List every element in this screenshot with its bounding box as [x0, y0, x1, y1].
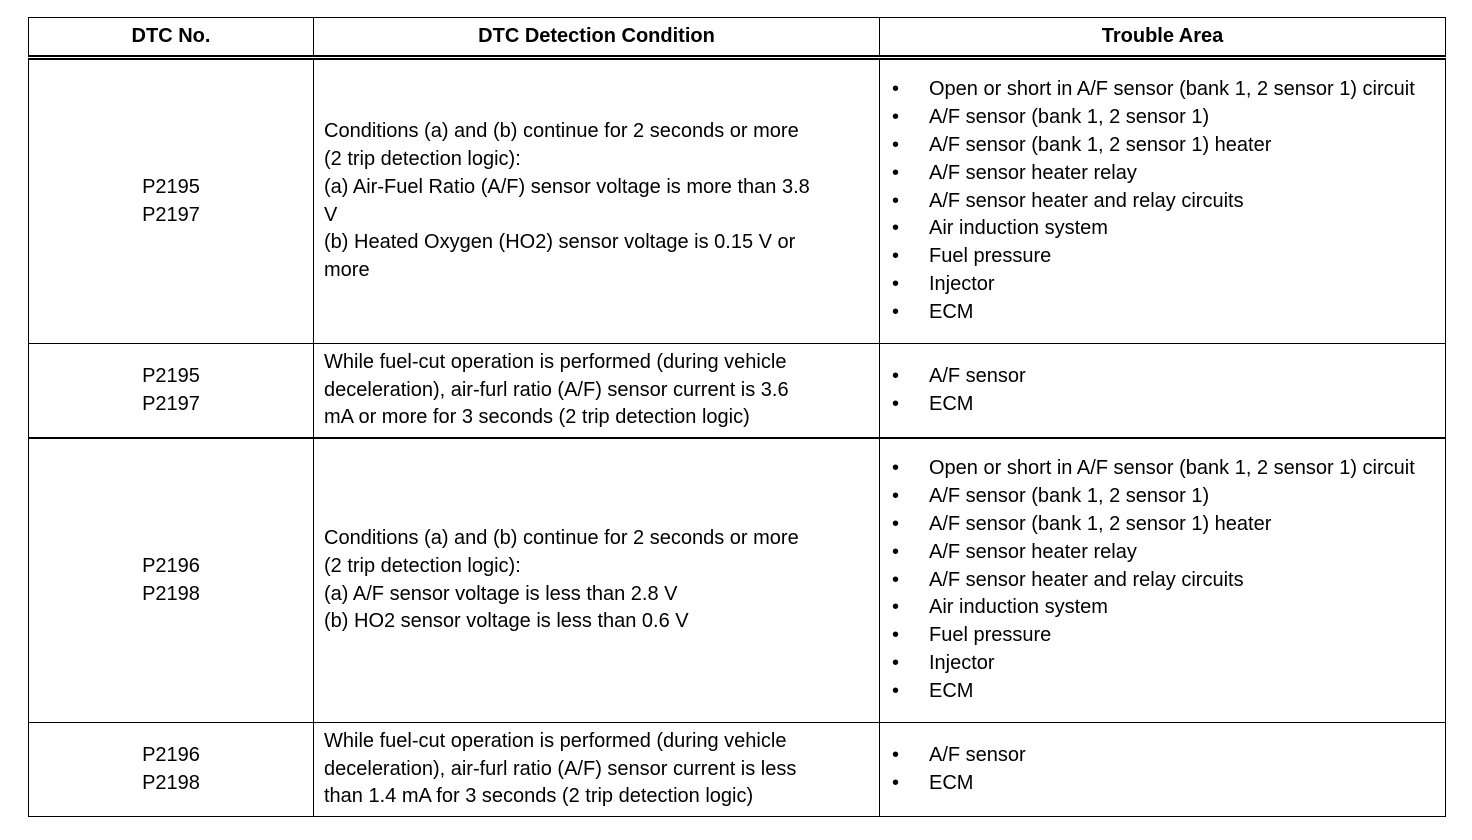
trouble-area-text: Fuel pressure — [929, 245, 1052, 268]
bullet-icon: • — [892, 679, 900, 702]
trouble-area-item — [880, 160, 1441, 188]
dtc-code: P2198 — [142, 771, 200, 794]
bullet-icon: • — [892, 245, 900, 268]
trouble-area-cell — [880, 723, 1446, 817]
trouble-area-text: Air induction system — [929, 217, 1108, 240]
header-detection-condition: DTC Detection Condition — [314, 18, 880, 58]
trouble-area-text: Fuel pressure — [929, 624, 1052, 647]
trouble-area-item — [880, 132, 1441, 160]
trouble-area-item — [880, 622, 1441, 650]
trouble-area-text: A/F sensor heater and relay circuits — [929, 568, 1244, 591]
dtc-code-cell — [29, 723, 314, 817]
condition-line: (a) A/F sensor voltage is less than 2.8 V — [324, 582, 678, 605]
trouble-area-item — [880, 455, 1441, 483]
detection-condition-cell — [314, 58, 880, 344]
condition-line: deceleration), air-furl ratio (A/F) sensor current is 3.6 — [324, 378, 789, 401]
trouble-area-text: ECM — [929, 679, 974, 702]
trouble-area-item — [880, 215, 1441, 243]
table-row — [29, 723, 1446, 817]
detection-condition-cell — [314, 723, 880, 817]
trouble-area-text: Open or short in A/F sensor (bank 1, 2 sensor 1) circuit — [929, 78, 1415, 101]
trouble-area-list — [880, 742, 1441, 798]
condition-line: (2 trip detection logic): — [324, 147, 521, 170]
bullet-icon: • — [892, 743, 900, 766]
bullet-icon: • — [892, 300, 900, 323]
condition-line: (b) HO2 sensor voltage is less than 0.6 V — [324, 610, 689, 633]
trouble-area-text: Injector — [929, 272, 995, 295]
bullet-icon: • — [892, 161, 900, 184]
condition-line: than 1.4 mA for 3 seconds (2 trip detection logic) — [324, 785, 754, 808]
bullet-icon: • — [892, 392, 900, 415]
dtc-code-cell — [29, 438, 314, 723]
trouble-area-item — [880, 299, 1441, 327]
condition-line: While fuel-cut operation is performed (during vehicle — [324, 350, 787, 373]
condition-line: Conditions (a) and (b) continue for 2 seconds or more — [324, 120, 799, 143]
table-row — [29, 58, 1446, 344]
table-body — [29, 58, 1446, 817]
trouble-area-text: Injector — [929, 651, 995, 674]
dtc-code: P2196 — [142, 554, 200, 577]
detection-condition-cell — [314, 344, 880, 439]
trouble-area-text: Air induction system — [929, 596, 1108, 619]
trouble-area-text: A/F sensor (bank 1, 2 sensor 1) — [929, 106, 1210, 129]
bullet-icon: • — [892, 540, 900, 563]
bullet-icon: • — [892, 568, 900, 591]
dtc-code-cell — [29, 344, 314, 439]
table-row — [29, 438, 1446, 723]
bullet-icon: • — [892, 217, 900, 240]
header-dtc-no: DTC No. — [29, 18, 314, 58]
trouble-area-item — [880, 76, 1441, 104]
trouble-area-text: ECM — [929, 771, 974, 794]
condition-line: V — [324, 203, 338, 226]
trouble-area-text: ECM — [929, 300, 974, 323]
condition-line: more — [324, 259, 370, 282]
trouble-area-item — [880, 243, 1441, 271]
trouble-area-text: A/F sensor heater relay — [929, 161, 1137, 184]
detection-condition-cell — [314, 438, 880, 723]
bullet-icon: • — [892, 457, 900, 480]
trouble-area-item — [880, 770, 1441, 798]
trouble-area-item — [880, 391, 1441, 419]
condition-line: (2 trip detection logic): — [324, 554, 521, 577]
dtc-table — [28, 17, 1446, 817]
header-trouble-area: Trouble Area — [880, 18, 1446, 58]
trouble-area-list — [880, 455, 1441, 705]
condition-line: (a) Air-Fuel Ratio (A/F) sensor voltage is more than 3.8 — [324, 175, 810, 198]
condition-line: Conditions (a) and (b) continue for 2 seconds or more — [324, 526, 799, 549]
bullet-icon: • — [892, 651, 900, 674]
trouble-area-item — [880, 363, 1441, 391]
trouble-area-text: A/F sensor — [929, 364, 1026, 387]
bullet-icon: • — [892, 624, 900, 647]
bullet-icon: • — [892, 771, 900, 794]
trouble-area-text: A/F sensor (bank 1, 2 sensor 1) — [929, 485, 1210, 508]
condition-line: mA or more for 3 seconds (2 trip detection logic) — [324, 406, 750, 429]
trouble-area-item — [880, 539, 1441, 567]
trouble-area-text: A/F sensor (bank 1, 2 sensor 1) heater — [929, 513, 1272, 535]
trouble-area-cell — [880, 58, 1446, 344]
trouble-area-item — [880, 678, 1441, 706]
bullet-icon: • — [892, 189, 900, 212]
trouble-area-text: Open or short in A/F sensor (bank 1, 2 sensor 1) circuit — [929, 457, 1415, 480]
header-row — [29, 18, 1446, 58]
bullet-icon: • — [892, 78, 900, 101]
bullet-icon: • — [892, 513, 900, 535]
trouble-area-item — [880, 567, 1441, 595]
trouble-area-item — [880, 188, 1441, 216]
dtc-code: P2197 — [142, 392, 200, 415]
bullet-icon: • — [892, 134, 900, 156]
trouble-area-item — [880, 650, 1441, 678]
bullet-icon: • — [892, 485, 900, 508]
bullet-icon: • — [892, 596, 900, 619]
trouble-area-item — [880, 742, 1441, 770]
bullet-icon: • — [892, 106, 900, 129]
trouble-area-text: A/F sensor heater and relay circuits — [929, 189, 1244, 212]
trouble-area-cell — [880, 344, 1446, 439]
dtc-code-cell — [29, 58, 314, 344]
trouble-area-list — [880, 76, 1441, 326]
trouble-area-cell — [880, 438, 1446, 723]
trouble-area-text: ECM — [929, 392, 974, 415]
bullet-icon: • — [892, 272, 900, 295]
trouble-area-item — [880, 483, 1441, 511]
dtc-code: P2198 — [142, 582, 200, 605]
dtc-code: P2195 — [142, 364, 200, 387]
condition-line: While fuel-cut operation is performed (during vehicle — [324, 729, 787, 752]
dtc-code: P2195 — [142, 175, 200, 198]
condition-line: deceleration), air-furl ratio (A/F) sensor current is less — [324, 757, 797, 780]
table-row — [29, 344, 1446, 439]
condition-line: (b) Heated Oxygen (HO2) sensor voltage is 0.15 V or — [324, 231, 796, 254]
trouble-area-text: A/F sensor (bank 1, 2 sensor 1) heater — [929, 134, 1272, 156]
trouble-area-item — [880, 271, 1441, 299]
trouble-area-item — [880, 104, 1441, 132]
dtc-code: P2196 — [142, 743, 200, 766]
table-header — [29, 18, 1446, 58]
trouble-area-item — [880, 594, 1441, 622]
dtc-code: P2197 — [142, 203, 200, 226]
bullet-icon: • — [892, 364, 900, 387]
trouble-area-text: A/F sensor — [929, 743, 1026, 766]
trouble-area-text: A/F sensor heater relay — [929, 540, 1137, 563]
trouble-area-list — [880, 363, 1441, 419]
trouble-area-item — [880, 511, 1441, 539]
